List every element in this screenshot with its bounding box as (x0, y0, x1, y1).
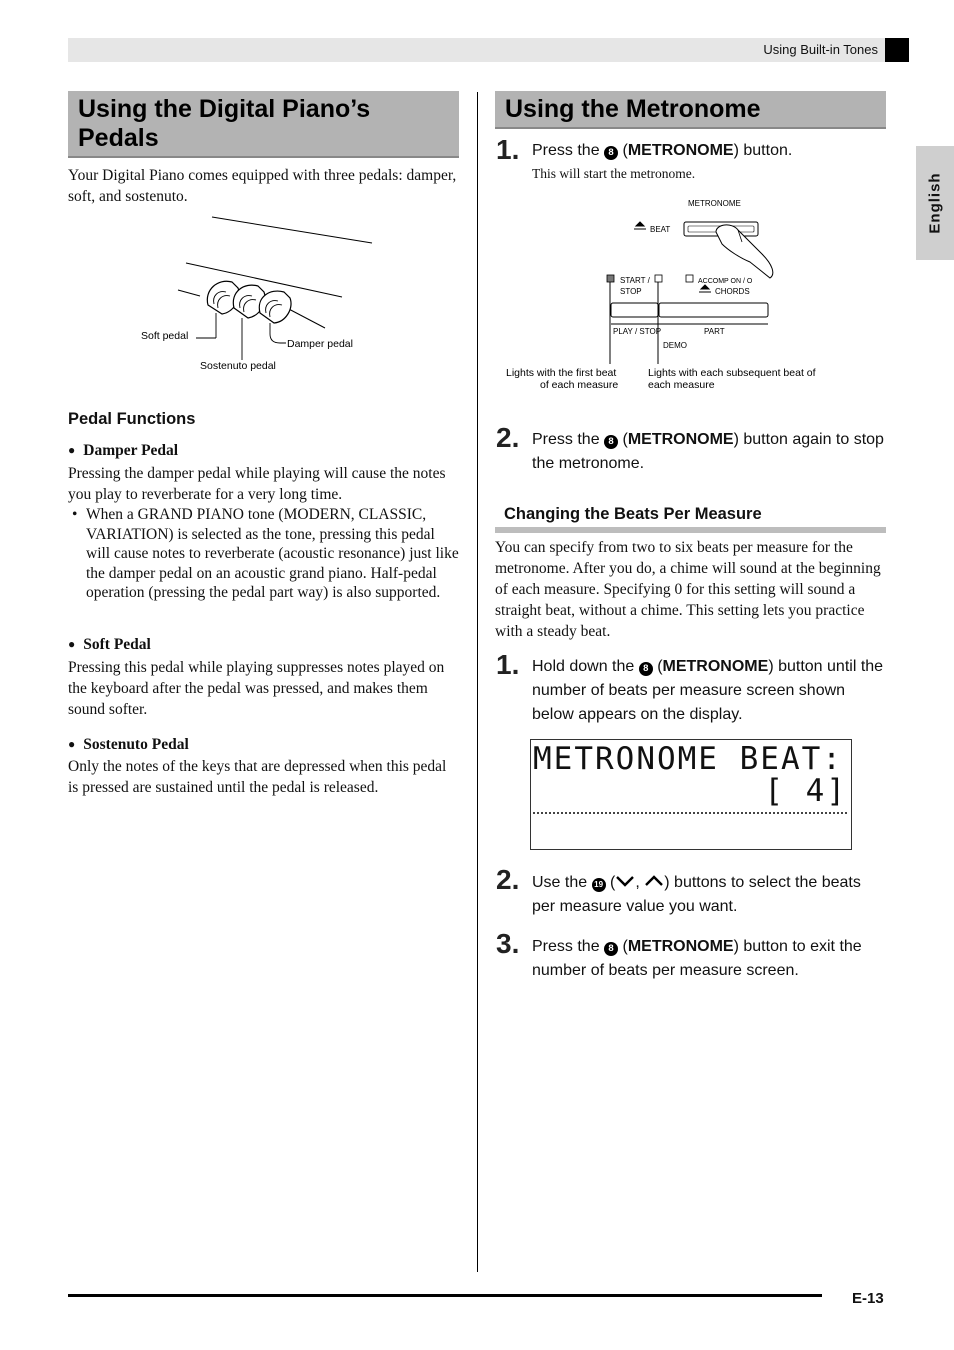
button-number-badge: 8 (604, 146, 618, 160)
metronome-panel-diagram (500, 192, 840, 394)
page-number: E-13 (852, 1290, 884, 1307)
diagram-beat-label: BEAT (650, 225, 671, 234)
button-number-badge: 8 (639, 662, 653, 676)
changing-beats-heading: Changing the Beats Per Measure (504, 505, 762, 523)
diagram-chords-label: CHORDS (715, 287, 750, 296)
svg-text:each measure: each measure (648, 379, 715, 391)
button-number-badge: 19 (592, 878, 606, 892)
button-number-badge: 8 (604, 435, 618, 449)
diagram-demo-label: DEMO (663, 341, 687, 350)
language-tab-label: English (926, 172, 944, 234)
metronome-button-name: METRONOME (627, 142, 734, 159)
step-1-number: 1. (496, 134, 520, 165)
heading-underline (495, 527, 886, 533)
subsequent-beat-caption: Lights with each subsequent beat of (648, 367, 816, 379)
step-1-note: This will start the metronome. (532, 166, 696, 181)
lcd-line-2: [ 4] (764, 773, 847, 809)
diagram-accomp-label: ACCOMP ON / O (698, 278, 753, 285)
svg-text:STOP: STOP (620, 287, 642, 296)
damper-pedal-label: Damper pedal (287, 338, 353, 350)
damper-pedal-text: Pressing the damper pedal while playing will cause the notes you play to reverberate for a very long time. (68, 465, 446, 503)
sostenuto-pedal-text: Only the notes of the keys that are depressed when this pedal is pressed are sustained until the pedal is released. (68, 758, 447, 796)
cbs-step-1-text: Hold down the 8 (METRONOME) button until the number of beats per measure screen shown below appears on the display. (532, 658, 884, 723)
sostenuto-pedal-label: Sostenuto pedal (200, 360, 276, 372)
soft-pedal-label: Soft pedal (141, 330, 189, 342)
cbs-step-2-text: Use the 19 ( , ) buttons to select the beats per measure value you want. (532, 874, 861, 915)
damper-pedal-notes (68, 505, 460, 603)
pedals-illustration (130, 210, 380, 380)
cbs-step-2-number: 2. (496, 864, 520, 895)
soft-pedal-text: Pressing this pedal while playing suppresses notes played on the keyboard after the pedal was pressed, and makes them sound softer. (68, 659, 445, 718)
lcd-indicator-row (533, 812, 847, 816)
first-beat-caption: Lights with the first beat (506, 367, 617, 379)
step-1-text: Press the 8 (METRONOME) button. (532, 142, 793, 159)
metronome-button-name: METRONOME (627, 938, 734, 955)
cbs-step-3-text: Press the 8 (METRONOME) button to exit the number of beats per measure screen. (532, 938, 862, 979)
footer-rule (68, 1294, 822, 1297)
lcd-display (530, 739, 852, 850)
button-number-badge: 8 (604, 942, 618, 956)
header-section-title: Using Built-in Tones (763, 42, 878, 57)
damper-pedal-heading: ● Damper Pedal (68, 442, 178, 460)
sostenuto-pedal-heading: ● Sostenuto Pedal (68, 736, 189, 754)
left-section-title: Using the Digital Piano’s Pedals (68, 91, 459, 158)
soft-pedal-heading: ● Soft Pedal (68, 636, 151, 654)
cbs-step-1-number: 1. (496, 649, 520, 680)
column-divider (477, 92, 478, 1272)
header-marker (885, 38, 909, 62)
diagram-part-label: PART (704, 327, 725, 336)
metronome-button-name: METRONOME (662, 658, 769, 675)
lcd-line-1: METRONOME BEAT: (533, 741, 843, 777)
changing-beats-text: You can specify from two to six beats per measure for the metronome. After you do, a chime will sound at the beginning of each measure. Specifying 0 for this setting will sound a straight beat, without a chime. This setting lets you practice with a steady beat. (495, 539, 881, 640)
chevron-up-icon (644, 875, 664, 887)
running-header (68, 38, 909, 62)
pedal-functions-heading: Pedal Functions (68, 410, 196, 428)
step-2-number: 2. (496, 422, 520, 453)
damper-pedal-note: • When a GRAND PIANO tone (MODERN, CLASSIC, VARIATION) is selected as the tone, pressing this pedal will cause notes to reverberate (acoustic resonance) just like the damper pedal on an acoustic grand piano. Half-pedal operation (pressing the pedal part way) is also supported. (68, 505, 460, 603)
chevron-down-icon (615, 875, 635, 887)
pedals-intro: Your Digital Piano comes equipped with three pedals: damper, soft, and sostenuto. (68, 167, 457, 205)
step-2-text: Press the 8 (METRONOME) button again to stop the metronome. (532, 431, 884, 472)
language-tab (916, 146, 954, 260)
diagram-metronome-label: METRONOME (688, 199, 741, 208)
right-section-title: Using the Metronome (495, 91, 886, 129)
cbs-step-3-number: 3. (496, 928, 520, 959)
metronome-button-name: METRONOME (627, 431, 734, 448)
svg-text:of each measure: of each measure (540, 379, 619, 391)
diagram-start-stop-label: START / (620, 276, 650, 285)
diagram-play-stop-label: PLAY / STOP (613, 327, 662, 336)
